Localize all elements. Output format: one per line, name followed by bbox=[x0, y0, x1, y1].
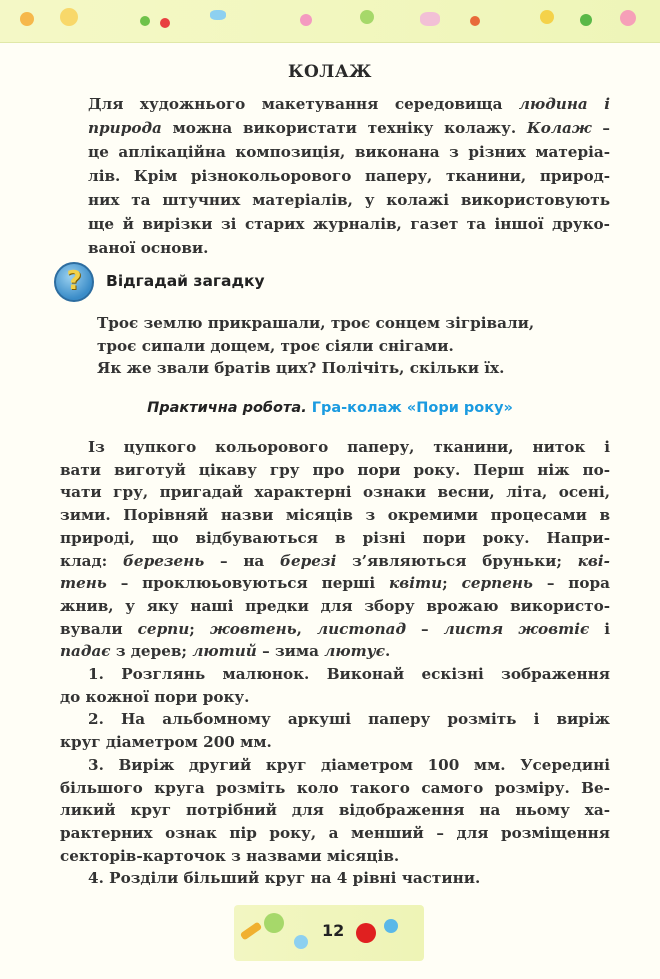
riddle-label: Відгадай загадку bbox=[106, 272, 265, 290]
intro-line: це аплікаційна композиція, виконана з різних матеріа- bbox=[88, 143, 610, 161]
practical-title: Гра-колаж «Пори року» bbox=[311, 400, 513, 416]
body-line: рактерних ознак пір року, а менший – для розміщення bbox=[60, 823, 610, 842]
riddle-line: Троє землю прикрашали, троє сонцем зігрівали, bbox=[97, 314, 535, 332]
intro-line: лів. Крім різнокольорового паперу, тканини, природ- bbox=[88, 167, 610, 185]
question-icon: ? bbox=[54, 262, 94, 302]
intro-line: них та штучних матеріалів, у колажі використовують bbox=[88, 191, 610, 209]
main-text bbox=[60, 436, 610, 890]
body-line: 4. Розділи більший круг на 4 рівні частини. bbox=[88, 869, 481, 888]
body-line: до кожної пори року. bbox=[60, 687, 250, 706]
intro-line: ваної основи. bbox=[88, 239, 209, 257]
intro-paragraph bbox=[88, 92, 610, 260]
body-line: зими. Порівняй назви місяців з окремими процесами в bbox=[60, 506, 610, 525]
body-line: вували серпи; жовтень, листопад – листя жовтіє і bbox=[60, 619, 611, 638]
riddle-header bbox=[54, 262, 354, 302]
riddle-line: троє сипали дощем, троє сіяли снігами. bbox=[97, 336, 454, 355]
body-line: чати гру, пригадай характерні ознаки весни, літа, осені, bbox=[60, 483, 610, 502]
body-line: 1. Розглянь малюнок. Виконай ескізні зображення bbox=[88, 665, 610, 684]
intro-line: Для художнього макетування середовища людина і bbox=[88, 95, 610, 113]
body-line: круг діаметром 200 мм. bbox=[60, 733, 272, 752]
intro-line: ще й вирізки зі старих журналів, газет та іншої друко- bbox=[88, 215, 610, 233]
body-line: падає з дерев; лютий – зима лютує. bbox=[60, 642, 391, 661]
body-line: ликий круг потрібний для відображення на ньому ха- bbox=[60, 801, 610, 820]
page-footer bbox=[234, 905, 424, 961]
body-line: природі, що відбуваються в різні пори року. Напри- bbox=[60, 528, 610, 547]
practical-label: Практична робота. bbox=[147, 400, 307, 416]
page-title: КОЛАЖ bbox=[288, 62, 372, 82]
body-line: жнив, у яку наші предки для збору врожаю використо- bbox=[60, 596, 610, 615]
body-line: 2. На альбомному аркуші паперу розміть і виріж bbox=[88, 710, 610, 729]
page-number: 12 bbox=[322, 921, 345, 940]
riddle-line: Як же звали братів цих? Полічіть, скільки їх. bbox=[97, 359, 505, 377]
body-line: тень – проклюьовуються перші квіти; серпень – пора bbox=[60, 574, 610, 593]
body-line: вати виготуй цікаву гру про пори року. Перш ніж по- bbox=[60, 460, 610, 479]
body-line: клад: березень – на березі з’являються бруньки; кві- bbox=[60, 551, 610, 570]
body-line: більшого круга розміть коло такого самого розміру. Ве- bbox=[60, 778, 610, 797]
body-line: Із цупкого кольорового паперу, тканини, ниток і bbox=[88, 438, 610, 456]
riddle-text bbox=[97, 312, 597, 380]
decorative-top-border bbox=[0, 0, 660, 43]
body-line: 3. Виріж другий круг діаметром 100 мм. Усередині bbox=[88, 755, 610, 774]
body-line: секторів-карточок з назвами місяців. bbox=[60, 846, 400, 865]
intro-line: природа можна використати техніку колажу. Колаж – bbox=[88, 119, 610, 137]
practical-heading bbox=[0, 400, 660, 416]
